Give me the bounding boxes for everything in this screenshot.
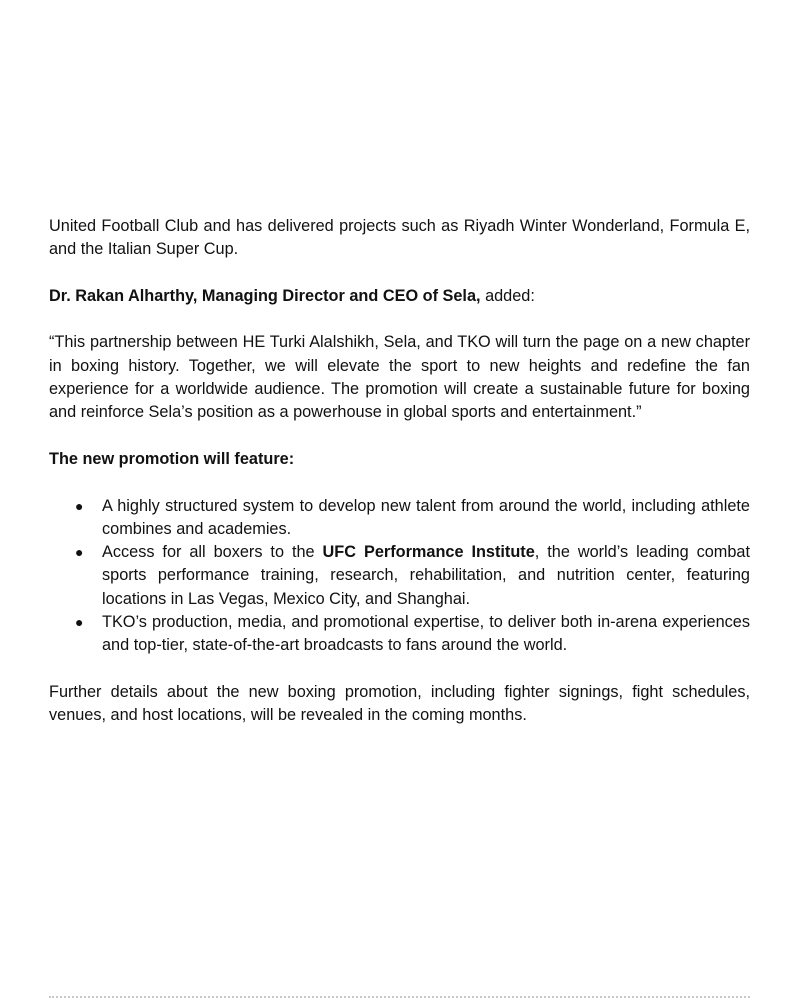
feature-text: TKO’s production, media, and promotional expertise, to deliver both in-arena experiences and top-tier, state-of-the-art broadcasts to fans around the world. [102,613,750,655]
speaker-name: Dr. Rakan Alharthy, Managing Director and CEO of Sela, [49,286,481,305]
document-body [49,215,750,751]
quote-paragraph: “This partnership between HE Turki Alalshikh, Sela, and TKO will turn the page on a new chapter in boxing history. Together, we will elevate the sport to new heights and redefine the fan experience for a worldwide audience. The promotion will create a sustainable future for boxing and reinforce Sela’s position as a powerhouse in global sports and entertainment.” [49,333,750,422]
bullet-icon: ● [75,497,84,514]
bullet-icon: ● [75,544,84,561]
closing-paragraph: Further details about the new boxing promotion, including fighter signings, fight schedules, venues, and host locations, will be revealed in the coming months. [49,682,750,725]
feature-text-after: , the world’s leading combat sports performance training, research, rehabilitation, and nutrition center, featuring locations in Las Vegas, Mexico City, and Shanghai. [102,543,750,608]
footer-divider [49,996,750,1001]
speaker-suffix: added: [480,286,535,305]
features-list [49,495,750,658]
feature-highlight: UFC Performance Institute [322,543,535,562]
speaker-paragraph [49,285,750,308]
feature-text: A highly structured system to develop new talent from around the world, including athlete combines and academies. [102,496,750,538]
feature-text-before: Access for all boxers to the [102,543,323,562]
features-heading [49,448,750,471]
bullet-icon: ● [75,614,84,631]
list-item [49,541,750,611]
list-item [49,611,750,658]
features-heading-text: The new promotion will feature: [49,449,295,468]
intro-paragraph: United Football Club and has delivered projects such as Riyadh Winter Wonderland, Formula E, and the Italian Super Cup. [49,217,750,259]
list-item [49,495,750,542]
